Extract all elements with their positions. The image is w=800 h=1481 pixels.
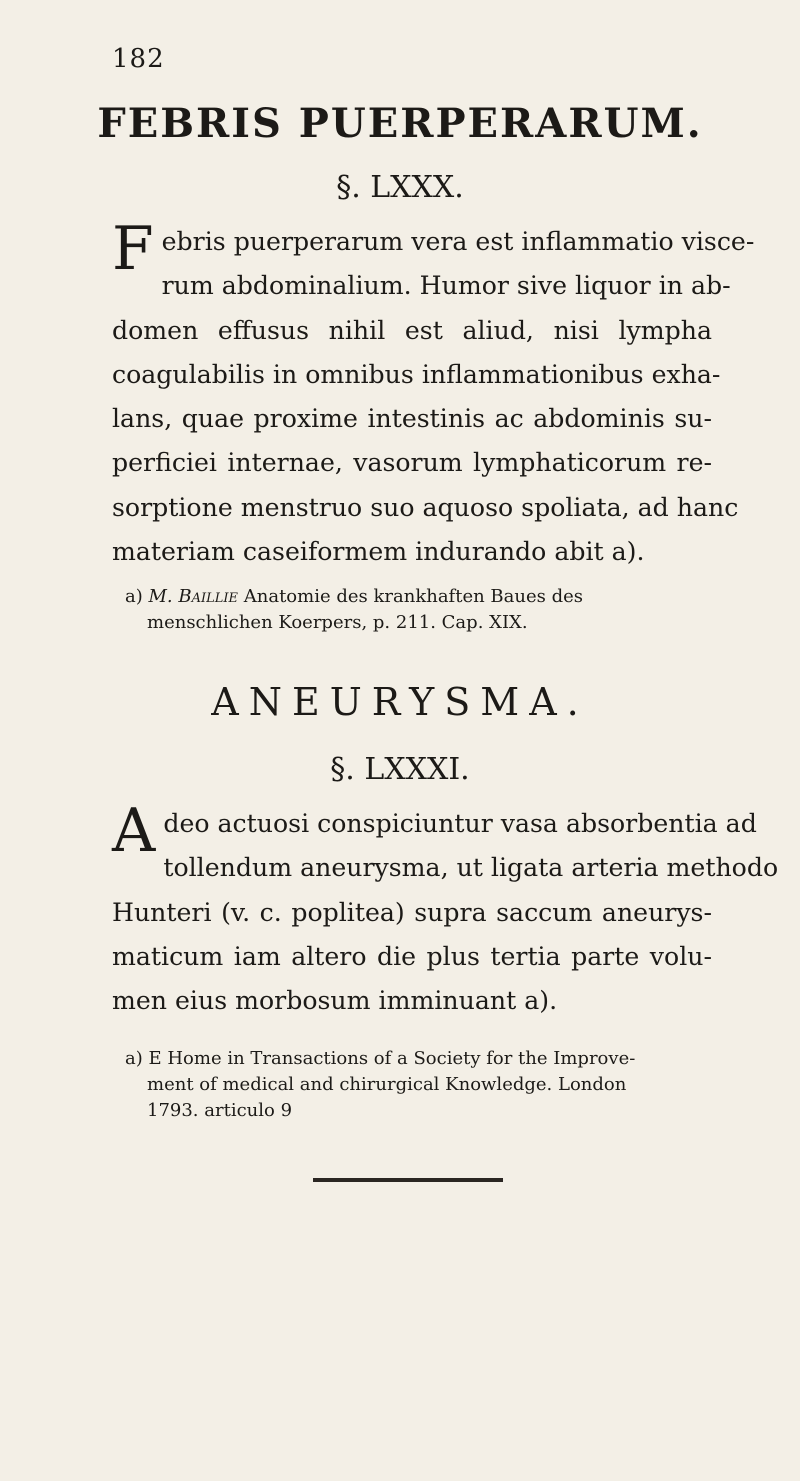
paragraph-number-80: §. LXXX.	[336, 170, 464, 205]
text-line: Hunteri (v. c. poplitea) supra saccum aneurys-	[112, 897, 712, 927]
page-number: 182	[112, 44, 165, 74]
paragraph-aneurysma	[112, 796, 779, 1023]
footnote-text: 1793. articulo 9	[147, 1100, 293, 1121]
text-line: deo actuosi conspiciuntur vasa absorbentia ad	[163, 809, 757, 838]
footnote-marker: a)	[125, 1048, 143, 1069]
text-line: lans, quae proxime intestinis ac abdominis su-	[112, 404, 712, 434]
section-title-febris: FEBRIS PUERPERARUM.	[97, 100, 703, 147]
closing-rule	[313, 1178, 503, 1182]
drop-cap-f: F	[112, 214, 154, 284]
footnote-text: E Home in Transactions of a Society for the Improve-	[148, 1048, 636, 1069]
footnote-marker: a)	[125, 586, 143, 607]
footnote-home	[125, 1046, 725, 1124]
section-title-aneurysma: ANEURYSMA.	[211, 680, 589, 724]
footnote-text: ment of medical and chirurgical Knowledge. London	[147, 1074, 627, 1095]
footnote-baillie	[125, 584, 725, 636]
footnote-text: menschlichen Koerpers, p. 211. Cap. XIX.	[147, 612, 528, 633]
text-line: men eius morbosum imminuant a).	[112, 986, 558, 1016]
text-line: domen effusus nihil est aliud, nisi lympha	[112, 315, 712, 345]
drop-cap-a: A	[112, 796, 156, 866]
text-line: sorptione menstruo suo aquoso spoliata, ad hanc	[112, 492, 739, 522]
text-line: ebris puerperarum vera est inflammatio visce-	[161, 227, 755, 256]
text-line: tollendum aneurysma, ut ligata arteria methodo	[163, 853, 779, 883]
text-line: perficiei internae, vasorum lymphaticorum re-	[112, 448, 712, 478]
paragraph-febris	[112, 214, 755, 574]
footnote-text: Anatomie des krankhaften Baues des	[243, 586, 583, 607]
text-line: maticum iam altero die plus tertia parte volu-	[112, 941, 712, 971]
text-line: coagulabilis in omnibus inflammationibus exha-	[112, 359, 721, 389]
text-line: rum abdominalium. Humor sive liquor in ab-	[161, 271, 731, 301]
footnote-author: M. Baillie	[148, 586, 239, 607]
paragraph-number-81: §. LXXXI.	[330, 752, 470, 787]
text-line: materiam caseiformem indurando abit a).	[112, 537, 645, 567]
